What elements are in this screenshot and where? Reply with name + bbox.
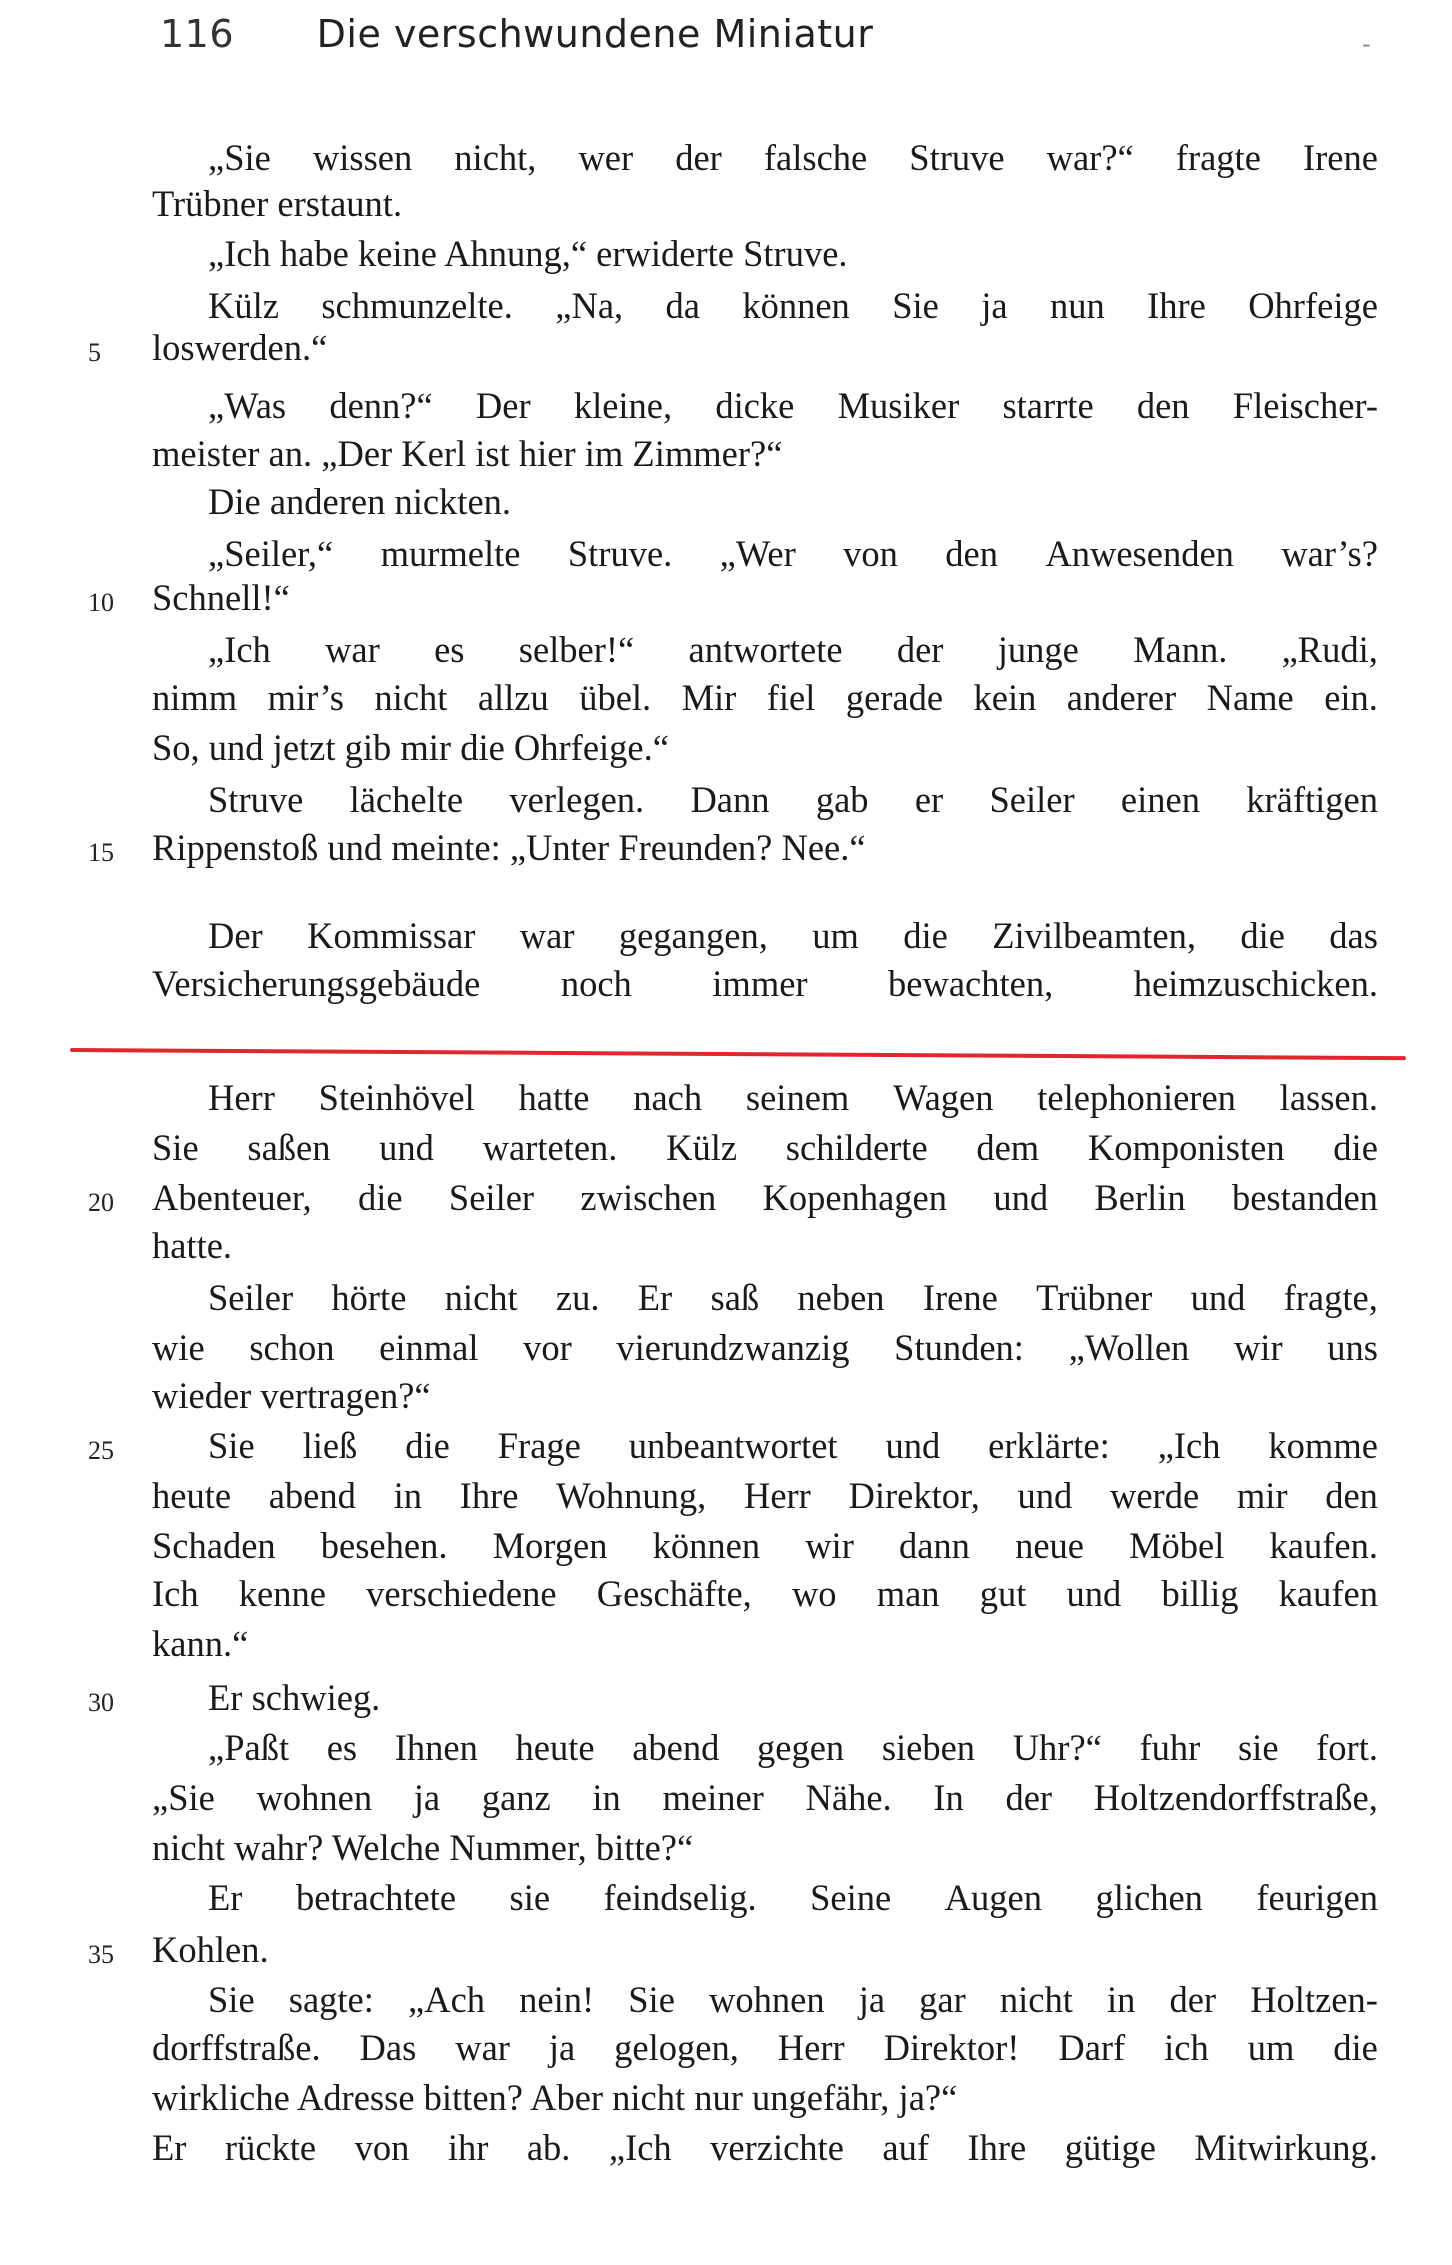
text-line: Sie sagte: „Ach nein! Sie wohnen ja gar nicht in der Holtzen- bbox=[208, 1979, 1378, 2020]
line-number: 20 bbox=[88, 1188, 114, 1217]
line-number: 5 bbox=[88, 338, 101, 367]
red-divider-line bbox=[70, 1048, 1406, 1060]
text-line: „Sie wohnen ja ganz in meiner Nähe. In der Holtzendorffstraße, bbox=[152, 1777, 1378, 1818]
header-mark: - bbox=[1362, 30, 1371, 58]
text-line: loswerden.“ bbox=[152, 327, 328, 368]
line-number: 30 bbox=[88, 1688, 114, 1717]
line-number: 15 bbox=[88, 838, 114, 867]
text-line: Seiler hörte nicht zu. Er saß neben Irene Trübner und fragte, bbox=[208, 1277, 1378, 1318]
text-line: heute abend in Ihre Wohnung, Herr Direktor, und werde mir den bbox=[152, 1475, 1378, 1516]
text-line: Er schwieg. bbox=[208, 1677, 381, 1718]
page-header bbox=[160, 12, 873, 56]
text-line: „Ich habe keine Ahnung,“ erwiderte Struve. bbox=[208, 233, 848, 274]
text-line: Sie ließ die Frage unbeantwortet und erklärte: „Ich komme bbox=[208, 1425, 1378, 1466]
text-line: Sie saßen und warteten. Külz schilderte dem Komponisten die bbox=[152, 1127, 1378, 1168]
text-line: „Paßt es Ihnen heute abend gegen sieben Uhr?“ fuhr sie fort. bbox=[208, 1727, 1378, 1768]
text-line: „Ich war es selber!“ antwortete der junge Mann. „Rudi, bbox=[208, 629, 1378, 670]
line-number: 25 bbox=[88, 1436, 114, 1465]
text-line: wirkliche Adresse bitten? Aber nicht nur ungefähr, ja?“ bbox=[152, 2077, 958, 2118]
text-line: „Seiler,“ murmelte Struve. „Wer von den Anwesenden war’s? bbox=[208, 533, 1378, 574]
line-number: 35 bbox=[88, 1940, 114, 1969]
text-line: nimm mir’s nicht allzu übel. Mir fiel gerade kein anderer Name ein. bbox=[152, 677, 1378, 718]
text-line: nicht wahr? Welche Nummer, bitte?“ bbox=[152, 1827, 694, 1868]
text-line: „Was denn?“ Der kleine, dicke Musiker starrte den Fleischer- bbox=[208, 385, 1378, 426]
text-line: Versicherungsgebäude noch immer bewachten, heimzuschicken. bbox=[152, 963, 1378, 1004]
text-line: kann.“ bbox=[152, 1623, 249, 1664]
text-line: wieder vertragen?“ bbox=[152, 1375, 431, 1416]
text-line: dorffstraße. Das war ja gelogen, Herr Direktor! Darf ich um die bbox=[152, 2027, 1378, 2068]
text-line: Er betrachtete sie feindselig. Seine Augen glichen feurigen bbox=[208, 1877, 1378, 1918]
running-title: Die verschwundene Miniatur bbox=[316, 12, 874, 56]
text-line: Die anderen nickten. bbox=[208, 481, 512, 522]
line-number: 10 bbox=[88, 588, 114, 617]
text-line: Külz schmunzelte. „Na, da können Sie ja nun Ihre Ohrfeige bbox=[208, 285, 1378, 326]
text-line: meister an. „Der Kerl ist hier im Zimmer?“ bbox=[152, 433, 783, 474]
text-line: „Sie wissen nicht, wer der falsche Struve war?“ fragte Irene bbox=[208, 137, 1378, 178]
text-line: Herr Steinhövel hatte nach seinem Wagen telephonieren lassen. bbox=[208, 1077, 1378, 1118]
text-line: wie schon einmal vor vierundzwanzig Stunden: „Wollen wir uns bbox=[152, 1327, 1378, 1368]
page-number: 116 bbox=[160, 12, 235, 56]
text-line: Er rückte von ihr ab. „Ich verzichte auf Ihre gütige Mitwirkung. bbox=[152, 2127, 1378, 2168]
text-line: Ich kenne verschiedene Geschäfte, wo man gut und billig kaufen bbox=[152, 1573, 1378, 1614]
text-line: Rippenstoß und meinte: „Unter Freunden? Nee.“ bbox=[152, 827, 866, 868]
text-line: Trübner erstaunt. bbox=[152, 183, 403, 224]
text-line: Schaden besehen. Morgen können wir dann neue Möbel kaufen. bbox=[152, 1525, 1378, 1566]
text-line: Struve lächelte verlegen. Dann gab er Seiler einen kräftigen bbox=[208, 779, 1378, 820]
text-line: Schnell!“ bbox=[152, 577, 290, 618]
text-line: Kohlen. bbox=[152, 1929, 269, 1970]
text-line: Der Kommissar war gegangen, um die Zivilbeamten, die das bbox=[208, 915, 1378, 956]
text-line: So, und jetzt gib mir die Ohrfeige.“ bbox=[152, 727, 669, 768]
text-line: Abenteuer, die Seiler zwischen Kopenhagen und Berlin bestanden bbox=[152, 1177, 1378, 1218]
text-line: hatte. bbox=[152, 1225, 233, 1266]
